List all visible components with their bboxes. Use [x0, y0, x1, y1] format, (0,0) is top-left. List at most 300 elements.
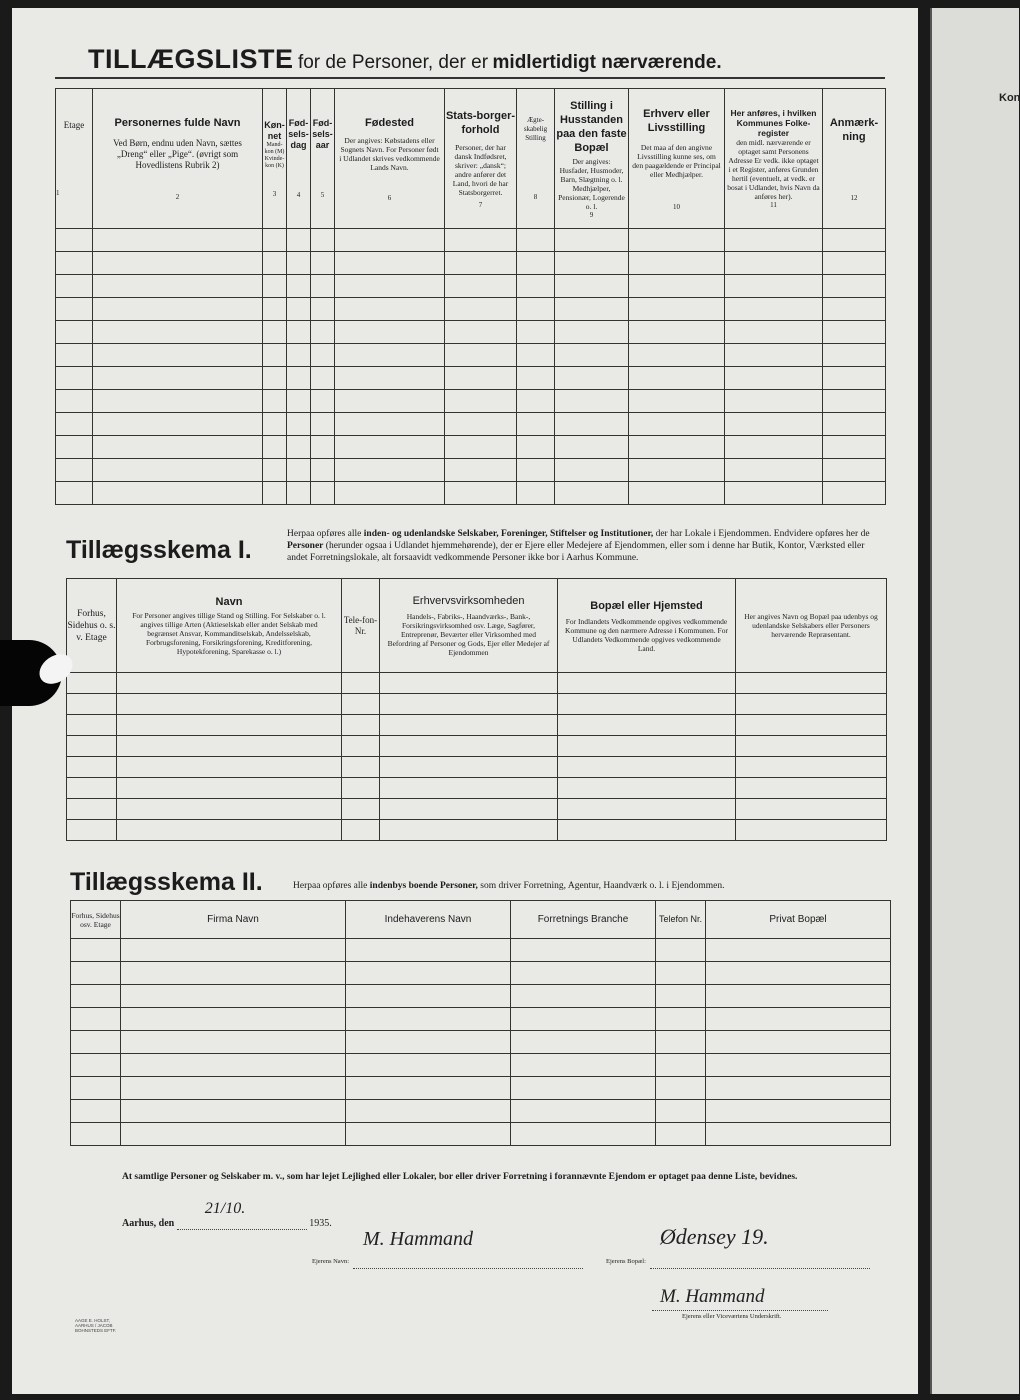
table-cell[interactable] — [93, 436, 263, 459]
printer-imprint: AAGE E. HOLST, AARHUS / JACOB BOHNSTEDS EFTF. — [75, 1318, 117, 1333]
table-cell[interactable] — [511, 985, 656, 1008]
table-cell[interactable] — [287, 298, 311, 321]
table-cell[interactable] — [511, 939, 656, 962]
table-cell[interactable] — [725, 298, 823, 321]
table-cell[interactable] — [555, 252, 629, 275]
table-cell[interactable] — [56, 298, 93, 321]
col-birthday: Fød-sels-dag 4 — [287, 89, 311, 229]
table-cell[interactable] — [517, 413, 555, 436]
table-cell[interactable] — [555, 321, 629, 344]
table-cell[interactable] — [335, 459, 445, 482]
table-cell[interactable] — [335, 298, 445, 321]
table-cell[interactable] — [93, 344, 263, 367]
table-cell[interactable] — [287, 252, 311, 275]
table-cell[interactable] — [517, 298, 555, 321]
table-cell[interactable] — [56, 482, 93, 505]
table-cell[interactable] — [335, 321, 445, 344]
table-cell[interactable] — [56, 390, 93, 413]
table-cell[interactable] — [56, 413, 93, 436]
certification-text: At samtlige Personer og Selskaber m. v., som har lejet Lejlighed eller Lokaler, bor eller driver Forretning i forannævnte Ejendom er optaget paa denne Liste, bevidnes. — [122, 1172, 798, 1182]
table-cell[interactable] — [287, 321, 311, 344]
table-cell[interactable] — [445, 367, 517, 390]
table-cell[interactable] — [56, 344, 93, 367]
table-cell[interactable] — [511, 1054, 656, 1077]
table-cell[interactable] — [736, 694, 887, 715]
schema1-table — [66, 578, 887, 841]
table-cell[interactable] — [71, 1123, 121, 1146]
table-cell[interactable] — [706, 962, 891, 985]
table-cell[interactable] — [121, 985, 346, 1008]
table-cell[interactable] — [346, 1077, 511, 1100]
table-cell[interactable] — [287, 367, 311, 390]
col-birthplace: Fødested Der angives: Købstadens eller Sognets Navn. For Personer født i Udlandet skrives vedkommende Lands Navn. 6 — [335, 89, 445, 229]
table-cell[interactable] — [558, 757, 736, 778]
owner-name-line — [312, 1228, 583, 1269]
table-cell[interactable] — [121, 1031, 346, 1054]
table-cell[interactable] — [71, 1008, 121, 1031]
table-cell[interactable] — [511, 962, 656, 985]
table-cell[interactable] — [56, 367, 93, 390]
table-cell[interactable] — [517, 229, 555, 252]
col-marital: Ægte-skabelig Stilling 8 — [517, 89, 555, 229]
table-cell[interactable] — [335, 390, 445, 413]
table-cell[interactable] — [656, 1077, 706, 1100]
table-cell[interactable] — [629, 252, 725, 275]
table-cell[interactable] — [706, 1054, 891, 1077]
table-cell[interactable] — [311, 367, 335, 390]
table1-body — [56, 229, 886, 505]
table-cell[interactable] — [121, 962, 346, 985]
table-cell[interactable] — [445, 321, 517, 344]
table-cell[interactable] — [71, 1031, 121, 1054]
table-cell[interactable] — [287, 413, 311, 436]
table-cell[interactable] — [629, 298, 725, 321]
table-cell[interactable] — [823, 298, 886, 321]
table-cell[interactable] — [725, 367, 823, 390]
title-big: TILLÆGSLISTE — [88, 44, 294, 74]
table-cell[interactable] — [346, 1100, 511, 1123]
table-cell[interactable] — [311, 390, 335, 413]
table-row — [56, 298, 886, 321]
adjacent-page-label: Kon — [999, 92, 1020, 104]
table-cell[interactable] — [263, 413, 287, 436]
table-cell[interactable] — [558, 715, 736, 736]
table-cell[interactable] — [706, 1008, 891, 1031]
table-cell[interactable] — [706, 939, 891, 962]
table-cell[interactable] — [445, 482, 517, 505]
table-cell[interactable] — [380, 694, 558, 715]
table-cell[interactable] — [287, 436, 311, 459]
table-cell[interactable] — [706, 985, 891, 1008]
date-line — [122, 1200, 332, 1230]
table-cell[interactable] — [517, 344, 555, 367]
city-label: Aarhus, den — [122, 1218, 175, 1229]
table-cell[interactable] — [263, 344, 287, 367]
table-cell[interactable] — [71, 1100, 121, 1123]
table-cell[interactable] — [656, 1031, 706, 1054]
table-cell[interactable] — [71, 1077, 121, 1100]
table-cell[interactable] — [346, 1031, 511, 1054]
table-row — [71, 1077, 891, 1100]
table-cell[interactable] — [445, 275, 517, 298]
table-cell[interactable] — [555, 436, 629, 459]
adjacent-page — [930, 8, 1019, 1394]
table-cell[interactable] — [67, 778, 117, 799]
table-row — [67, 715, 887, 736]
table-cell[interactable] — [311, 436, 335, 459]
table-cell[interactable] — [67, 694, 117, 715]
table-row — [67, 736, 887, 757]
table-cell[interactable] — [287, 459, 311, 482]
table-cell[interactable] — [725, 436, 823, 459]
table-cell[interactable] — [558, 799, 736, 820]
table-cell[interactable] — [517, 367, 555, 390]
table-cell[interactable] — [629, 413, 725, 436]
table-cell[interactable] — [517, 482, 555, 505]
table-cell[interactable] — [342, 715, 380, 736]
table-cell[interactable] — [311, 459, 335, 482]
table-cell[interactable] — [656, 1123, 706, 1146]
table-cell[interactable] — [335, 275, 445, 298]
s2-col-branch: Forretnings Branche — [511, 901, 656, 939]
table-cell[interactable] — [263, 436, 287, 459]
table-cell[interactable] — [511, 1077, 656, 1100]
table-cell[interactable] — [117, 820, 342, 841]
table-cell[interactable] — [445, 413, 517, 436]
table-row — [56, 321, 886, 344]
title-rest: for de Personer, der er — [297, 52, 489, 73]
table-row — [67, 799, 887, 820]
table-cell[interactable] — [555, 298, 629, 321]
table-cell[interactable] — [117, 694, 342, 715]
schema2-body — [71, 939, 891, 1146]
table-cell[interactable] — [121, 939, 346, 962]
table-cell[interactable] — [629, 482, 725, 505]
table-cell[interactable] — [67, 757, 117, 778]
table-cell[interactable] — [629, 275, 725, 298]
table-cell[interactable] — [335, 229, 445, 252]
table-cell[interactable] — [342, 778, 380, 799]
table-cell[interactable] — [736, 673, 887, 694]
table-cell[interactable] — [346, 985, 511, 1008]
table-cell[interactable] — [121, 1100, 346, 1123]
table-cell[interactable] — [380, 757, 558, 778]
table-cell[interactable] — [263, 390, 287, 413]
title-rule — [55, 77, 885, 79]
table-cell[interactable] — [555, 229, 629, 252]
table-cell[interactable] — [71, 962, 121, 985]
table-cell[interactable] — [93, 482, 263, 505]
table-cell[interactable] — [311, 413, 335, 436]
table-cell[interactable] — [706, 1123, 891, 1146]
table-cell[interactable] — [511, 1008, 656, 1031]
s2-col-phone: Telefon Nr. — [656, 901, 706, 939]
schema1-title: Tillægsskema I. — [66, 536, 252, 564]
table-cell[interactable] — [311, 482, 335, 505]
table-cell[interactable] — [725, 390, 823, 413]
table-cell[interactable] — [823, 275, 886, 298]
table-cell[interactable] — [93, 390, 263, 413]
col-citizenship: Stats-borger-forhold Personer, der har dansk Indfødsret, skriver: „dansk“; andre anfører det Land, hvori de har Statsborgerret. 7 — [445, 89, 517, 229]
table-cell[interactable] — [558, 820, 736, 841]
schema2-title: Tillægsskema II. — [70, 868, 263, 896]
table-cell[interactable] — [342, 673, 380, 694]
table-cell[interactable] — [445, 459, 517, 482]
table-cell[interactable] — [629, 436, 725, 459]
table-cell[interactable] — [629, 459, 725, 482]
table-row — [71, 962, 891, 985]
table-cell[interactable] — [656, 962, 706, 985]
table-cell[interactable] — [93, 413, 263, 436]
table-cell[interactable] — [656, 1100, 706, 1123]
table-cell[interactable] — [56, 321, 93, 344]
table-cell[interactable] — [56, 436, 93, 459]
table-cell[interactable] — [342, 820, 380, 841]
table-cell[interactable] — [706, 1077, 891, 1100]
table-cell[interactable] — [93, 298, 263, 321]
table-cell[interactable] — [823, 459, 886, 482]
col-occupation: Erhverv eller Livsstilling Det maa af den angivne Livsstilling kunne ses, om den paagældende er Principal eller Medhjælper. 10 — [629, 89, 725, 229]
table-cell[interactable] — [93, 229, 263, 252]
table-cell[interactable] — [335, 252, 445, 275]
table-cell[interactable] — [656, 939, 706, 962]
table-cell[interactable] — [445, 298, 517, 321]
table-cell[interactable] — [725, 413, 823, 436]
table-row — [71, 1100, 891, 1123]
table-cell[interactable] — [56, 229, 93, 252]
table-cell[interactable] — [736, 736, 887, 757]
owner-name-value: M. Hammand — [363, 1228, 474, 1250]
table-cell[interactable] — [725, 459, 823, 482]
schema2-intro: Herpaa opføres alle indenbys boende Personer, som driver Forretning, Agentur, Haandværk o. l. i Ejendommen. — [293, 881, 725, 891]
table-cell[interactable] — [342, 799, 380, 820]
table-cell[interactable] — [67, 715, 117, 736]
table-cell[interactable] — [823, 413, 886, 436]
table-cell[interactable] — [287, 390, 311, 413]
table-cell[interactable] — [67, 820, 117, 841]
table-cell[interactable] — [511, 1100, 656, 1123]
table-row — [71, 985, 891, 1008]
table-cell[interactable] — [380, 673, 558, 694]
table-cell[interactable] — [445, 252, 517, 275]
table-cell[interactable] — [263, 298, 287, 321]
table-cell[interactable] — [93, 252, 263, 275]
table-cell[interactable] — [67, 736, 117, 757]
table-cell[interactable] — [263, 252, 287, 275]
table-cell[interactable] — [736, 778, 887, 799]
s1-col-floor: Forhus, Sidehus o. s. v. Etage — [67, 579, 117, 673]
table-cell[interactable] — [263, 321, 287, 344]
table-cell[interactable] — [311, 344, 335, 367]
table-cell[interactable] — [555, 344, 629, 367]
table-row — [71, 1008, 891, 1031]
table-row — [56, 229, 886, 252]
table-cell[interactable] — [511, 1123, 656, 1146]
owner-address-field[interactable] — [650, 1224, 870, 1269]
table-cell[interactable] — [823, 482, 886, 505]
table-cell[interactable] — [121, 1054, 346, 1077]
table-cell[interactable] — [346, 962, 511, 985]
table-cell[interactable] — [117, 778, 342, 799]
table-cell[interactable] — [555, 413, 629, 436]
table-cell[interactable] — [342, 694, 380, 715]
table-cell[interactable] — [67, 799, 117, 820]
table-cell[interactable] — [558, 673, 736, 694]
table-cell[interactable] — [629, 390, 725, 413]
table-cell[interactable] — [335, 413, 445, 436]
table-cell[interactable] — [629, 367, 725, 390]
table-cell[interactable] — [725, 252, 823, 275]
table-cell[interactable] — [335, 436, 445, 459]
table-cell[interactable] — [117, 757, 342, 778]
table-cell[interactable] — [823, 436, 886, 459]
table-cell[interactable] — [335, 344, 445, 367]
table-cell[interactable] — [263, 367, 287, 390]
signature-label: Ejerens eller Viceværtens Underskrift. — [682, 1313, 782, 1320]
table-row — [56, 482, 886, 505]
table-cell[interactable] — [117, 799, 342, 820]
table-cell[interactable] — [736, 820, 887, 841]
table-row — [56, 413, 886, 436]
table-cell[interactable] — [263, 459, 287, 482]
table-cell[interactable] — [311, 321, 335, 344]
table-cell[interactable] — [517, 321, 555, 344]
table-cell[interactable] — [121, 1123, 346, 1146]
table-cell[interactable] — [346, 939, 511, 962]
table-cell[interactable] — [311, 252, 335, 275]
table-cell[interactable] — [335, 482, 445, 505]
table-cell[interactable] — [380, 736, 558, 757]
owner-address-value: Ødensey 19. — [659, 1224, 769, 1249]
col-register: Her anføres, i hvilken Kommunes Folke-register den midl. nærværende er optaget samt Personens Adresse Er vedk. ikke optaget i et Register, anføres Grunden hertil (eventuelt, at vedk. er bosat i Udlandet, hvis Navn da anføres her). 11 — [725, 89, 823, 229]
table-cell[interactable] — [736, 715, 887, 736]
table-cell[interactable] — [121, 1008, 346, 1031]
table-cell[interactable] — [725, 344, 823, 367]
table-cell[interactable] — [287, 344, 311, 367]
table1-header-row — [56, 89, 886, 229]
table-cell[interactable] — [511, 1031, 656, 1054]
owner-name-field[interactable] — [353, 1228, 583, 1269]
table-cell[interactable] — [311, 229, 335, 252]
table-cell[interactable] — [517, 252, 555, 275]
table-cell[interactable] — [517, 459, 555, 482]
table-cell[interactable] — [736, 799, 887, 820]
table-cell[interactable] — [555, 367, 629, 390]
table-cell[interactable] — [517, 275, 555, 298]
table-cell[interactable] — [117, 715, 342, 736]
table-cell[interactable] — [311, 275, 335, 298]
table-cell[interactable] — [342, 757, 380, 778]
table-cell[interactable] — [56, 459, 93, 482]
table-cell[interactable] — [823, 252, 886, 275]
table-row — [56, 436, 886, 459]
table-cell[interactable] — [656, 985, 706, 1008]
table-cell[interactable] — [311, 298, 335, 321]
table-cell[interactable] — [121, 1077, 346, 1100]
table-cell[interactable] — [725, 229, 823, 252]
table-cell[interactable] — [346, 1008, 511, 1031]
table-cell[interactable] — [629, 321, 725, 344]
table-cell[interactable] — [656, 1054, 706, 1077]
table-cell[interactable] — [706, 1100, 891, 1123]
table-cell[interactable] — [823, 344, 886, 367]
table-cell[interactable] — [445, 344, 517, 367]
signature-field[interactable] — [652, 1286, 828, 1311]
table-cell[interactable] — [93, 459, 263, 482]
table-cell[interactable] — [517, 390, 555, 413]
table-cell[interactable] — [287, 482, 311, 505]
table-cell[interactable] — [555, 482, 629, 505]
table-cell[interactable] — [656, 1008, 706, 1031]
table-cell[interactable] — [380, 715, 558, 736]
table-cell[interactable] — [629, 344, 725, 367]
table-cell[interactable] — [117, 736, 342, 757]
table-cell[interactable] — [117, 673, 342, 694]
table-cell[interactable] — [706, 1031, 891, 1054]
date-field[interactable] — [177, 1200, 307, 1230]
owner-address-line — [606, 1224, 870, 1269]
table-cell[interactable] — [823, 321, 886, 344]
col-name: Personernes fulde Navn Ved Børn, endnu uden Navn, sættes „Dreng“ eller „Pige“. (øvrigt som Hovedlistens Rubrik 2) 2 — [93, 89, 263, 229]
table-cell[interactable] — [445, 229, 517, 252]
table-cell[interactable] — [445, 390, 517, 413]
table-cell[interactable] — [725, 275, 823, 298]
table-cell[interactable] — [287, 275, 311, 298]
table-cell[interactable] — [558, 694, 736, 715]
table-cell[interactable] — [346, 1054, 511, 1077]
table-cell[interactable] — [823, 390, 886, 413]
table-cell[interactable] — [555, 459, 629, 482]
table-cell[interactable] — [736, 757, 887, 778]
table-cell[interactable] — [56, 252, 93, 275]
table-cell[interactable] — [93, 321, 263, 344]
table-cell[interactable] — [67, 673, 117, 694]
year-label: 1935. — [309, 1218, 332, 1229]
table-cell[interactable] — [93, 275, 263, 298]
table-cell[interactable] — [380, 778, 558, 799]
table-cell[interactable] — [725, 321, 823, 344]
table-row — [67, 757, 887, 778]
table-cell[interactable] — [346, 1123, 511, 1146]
table-cell[interactable] — [56, 275, 93, 298]
s1-col-business: Erhvervsvirksomheden Handels-, Fabriks-, Haandværks-, Bank-, Forsikringsvirksomhed osv. Læge, Sagfører, Entreprenør, Beværter eller Virksomhed med Befordring af Personer og Gods, Ejer eller Medejer af Ejendommen — [380, 579, 558, 673]
table-cell[interactable] — [263, 229, 287, 252]
table-cell[interactable] — [629, 229, 725, 252]
table-cell[interactable] — [558, 736, 736, 757]
table-cell[interactable] — [823, 229, 886, 252]
table-cell[interactable] — [263, 482, 287, 505]
table-cell[interactable] — [823, 367, 886, 390]
title-bold: midlertidigt nærværende. — [492, 52, 722, 73]
table-cell[interactable] — [71, 939, 121, 962]
table-cell[interactable] — [335, 367, 445, 390]
table-cell[interactable] — [725, 482, 823, 505]
table-cell[interactable] — [517, 436, 555, 459]
table-cell[interactable] — [342, 736, 380, 757]
table-cell[interactable] — [380, 799, 558, 820]
table-cell[interactable] — [71, 1054, 121, 1077]
table-cell[interactable] — [555, 275, 629, 298]
table-cell[interactable] — [71, 985, 121, 1008]
table-cell[interactable] — [263, 275, 287, 298]
table-cell[interactable] — [93, 367, 263, 390]
table-cell[interactable] — [558, 778, 736, 799]
table-cell[interactable] — [555, 390, 629, 413]
table-cell[interactable] — [445, 436, 517, 459]
page-title — [88, 44, 722, 75]
table-cell[interactable] — [380, 820, 558, 841]
table-cell[interactable] — [287, 229, 311, 252]
